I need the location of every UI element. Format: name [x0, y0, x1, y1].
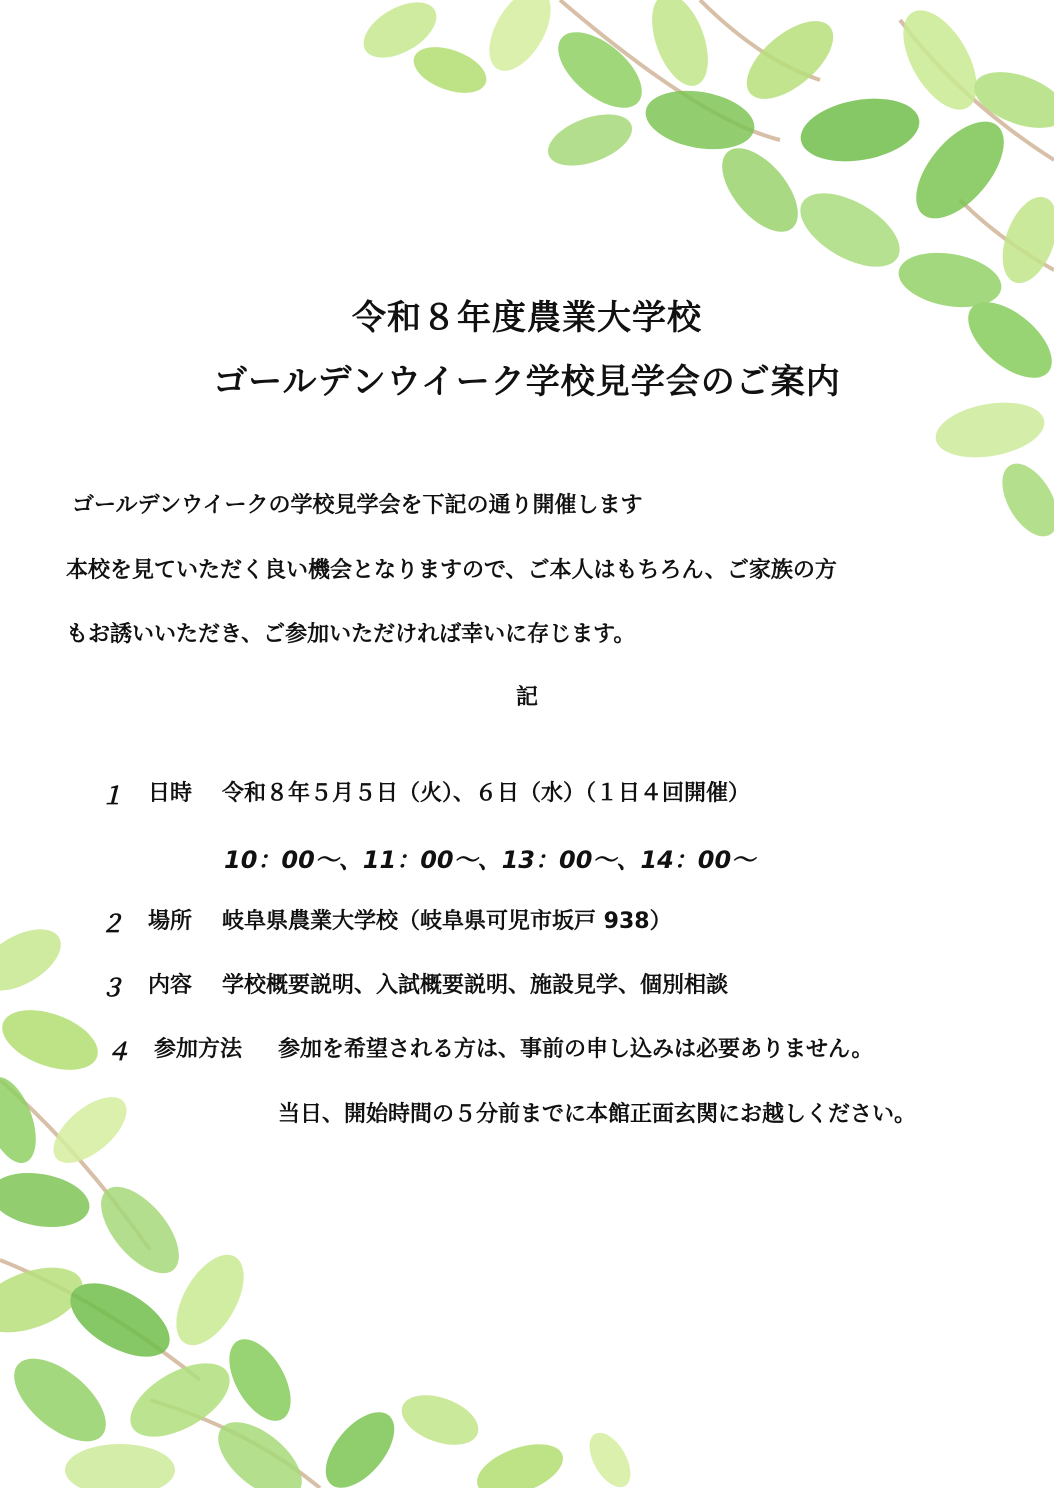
item-value: 学校概要説明、入試概要説明、施設見学、個別相談	[222, 973, 729, 998]
item-value: 参加を希望される方は、事前の申し込みは必要ありません。	[278, 1037, 874, 1062]
title-line-1: 令和８年度農業大学校	[352, 298, 702, 338]
item-value-2: 当日、開始時間の５分前までに本館正面玄関にお越しください。	[278, 1102, 917, 1127]
item-label: 日時	[148, 781, 193, 806]
ki-heading: 記	[515, 685, 538, 710]
item-value: 令和８年５月５日（火）、６日（水）（１日４回開催）	[222, 781, 751, 806]
intro-line-2: 本校を見ていただく良い機会となりますので、ご本人はもちろん、ご家族の方	[66, 558, 837, 583]
item-number: ３	[100, 974, 124, 1002]
item-number: １	[100, 782, 124, 810]
intro-line-1: ゴールデンウイークの学校見学会を下記の通り開催します	[72, 493, 643, 518]
item-number: ４	[106, 1038, 130, 1066]
item-label: 場所	[148, 909, 193, 934]
item-number: ２	[100, 910, 124, 938]
item-label: 参加方法	[154, 1037, 243, 1062]
item-label: 内容	[148, 973, 193, 998]
title-line-2: ゴールデンウイーク学校見学会のご案内	[213, 362, 841, 402]
item-times: 10：00～、11：00～、13：00～、14：00～	[224, 846, 756, 874]
item-value: 岐阜県農業大学校（岐阜県可児市坂戸 938）	[222, 909, 672, 934]
intro-line-3: もお誘いいただき、ご参加いただければ幸いに存じます。	[66, 622, 636, 647]
